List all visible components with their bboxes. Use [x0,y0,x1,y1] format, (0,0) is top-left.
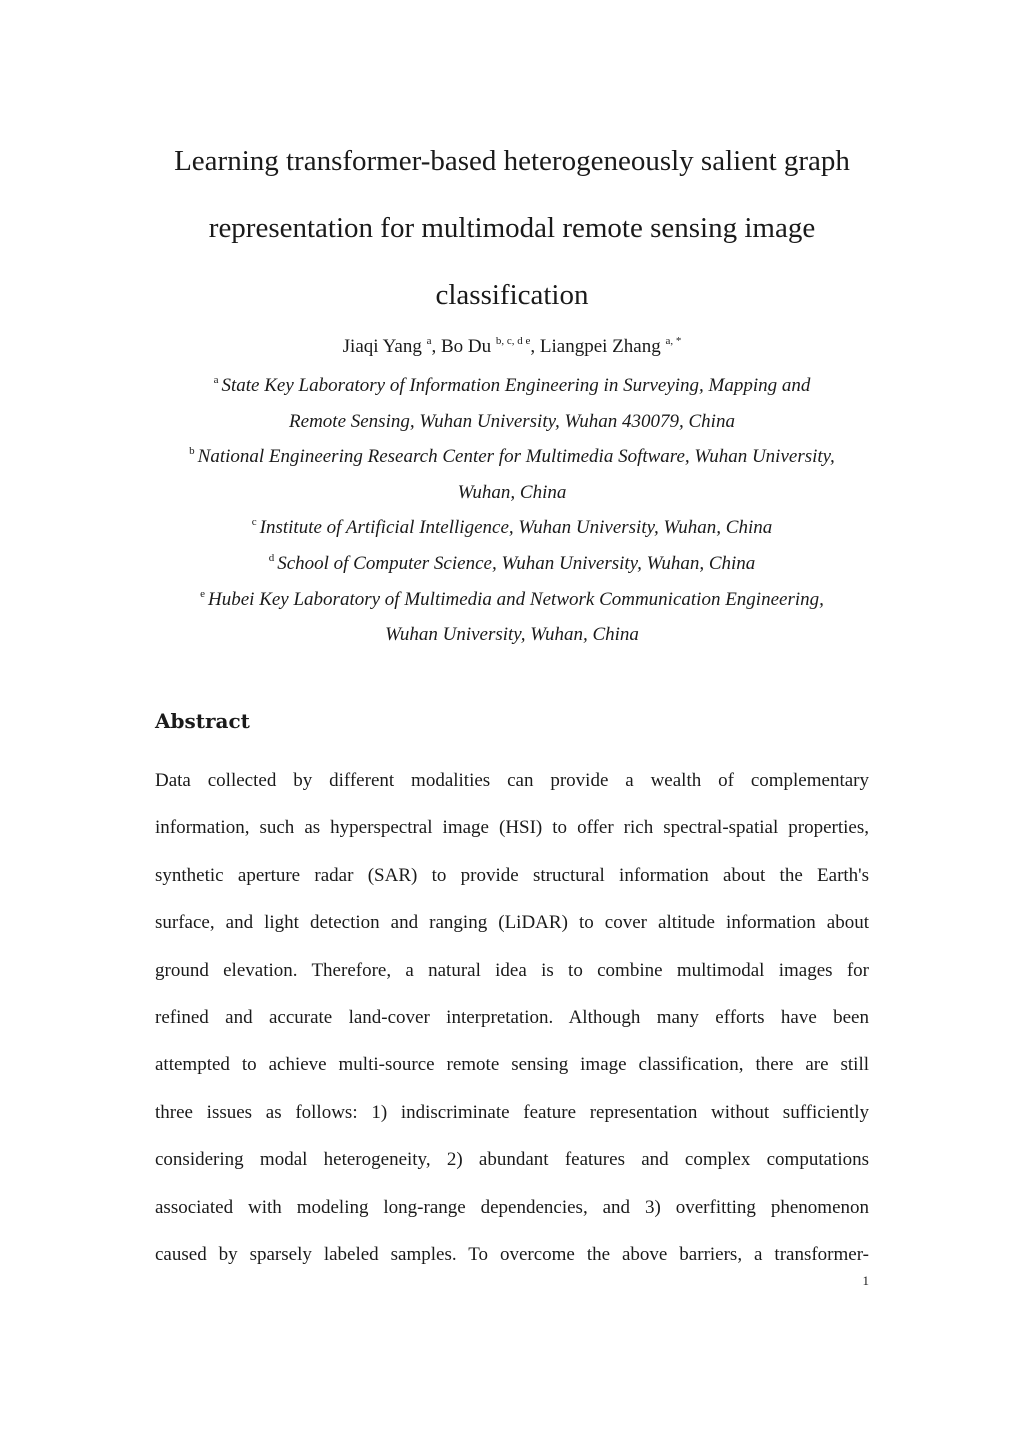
affiliation-text: Institute of Artificial Intelligence, Wuhan University, Wuhan, China [259,517,773,539]
abstract-body [155,762,869,1283]
abstract-line: associated with modeling long-range dependencies, and 3) overfitting phenomenon [155,1196,869,1218]
author-name: Liangpei Zhang [539,336,661,357]
affiliation-line [120,475,904,511]
author-separator: , [431,336,441,357]
affiliation-marker: a [213,374,219,386]
abstract-line: synthetic aperture radar (SAR) to provide structural information about the Earth's [155,864,869,886]
affiliation-line [120,546,904,582]
author-list [0,333,1024,361]
author-name: Bo Du [440,336,492,357]
affiliation-line [120,582,904,618]
abstract-line: information, such as hyperspectral image (HSI) to offer rich spectral-spatial properties, [155,817,869,839]
affiliation-list [120,368,904,653]
author-name: Jiaqi Yang [342,336,422,357]
affiliation-text: Remote Sensing, Wuhan University, Wuhan 430079, China [289,410,735,432]
title-line: classification [435,279,589,311]
abstract-line: caused by sparsely labeled samples. To overcome the above barriers, a transformer- [155,1243,869,1265]
abstract-line: considering modal heterogeneity, 2) abundant features and complex computations [155,1149,869,1171]
abstract-line: refined and accurate land-cover interpretation. Although many efforts have been [155,1006,869,1028]
affiliation-text: Hubei Key Laboratory of Multimedia and Network Communication Engineering, [208,588,824,610]
author-affiliation-marker: a [426,335,432,347]
affiliation-text: State Key Laboratory of Information Engineering in Surveying, Mapping and [221,375,811,396]
author-affiliation-marker: b, c, d e [495,335,531,347]
affiliation-marker: d [268,551,275,564]
paper-title [120,128,904,329]
title-line: representation for multimodal remote sensing image [208,212,816,244]
affiliation-text: School of Computer Science, Wuhan University, Wuhan, China [277,552,756,574]
author-affiliation-marker: a, * [665,335,682,347]
title-line: Learning transformer-based heterogeneously salient graph [174,145,850,177]
page-number: 1 [862,1273,869,1288]
abstract-line: three issues as follows: 1) indiscriminate feature representation without sufficiently [155,1101,869,1123]
affiliation-text: National Engineering Research Center for Multimedia Software, Wuhan University, [197,446,835,468]
abstract-line: attempted to achieve multi-source remote sensing image classification, there are still [155,1054,869,1076]
abstract-line: ground elevation. Therefore, a natural idea is to combine multimodal images for [155,959,869,981]
abstract-line: Data collected by different modalities can provide a wealth of complementary [155,770,869,791]
affiliation-line [120,510,904,546]
affiliation-line [120,617,904,653]
affiliation-marker: c [251,516,257,529]
affiliation-text: Wuhan, China [457,481,567,503]
affiliation-line [120,368,904,404]
author-separator: , [530,336,540,357]
affiliation-text: Wuhan University, Wuhan, China [385,624,639,646]
abstract-line: surface, and light detection and ranging (LiDAR) to cover altitude information about [155,912,869,934]
affiliation-marker: b [189,445,195,458]
affiliation-line [120,439,904,475]
affiliation-line [120,404,904,440]
abstract-heading: Abstract [155,709,250,733]
affiliation-marker: e [200,587,206,600]
